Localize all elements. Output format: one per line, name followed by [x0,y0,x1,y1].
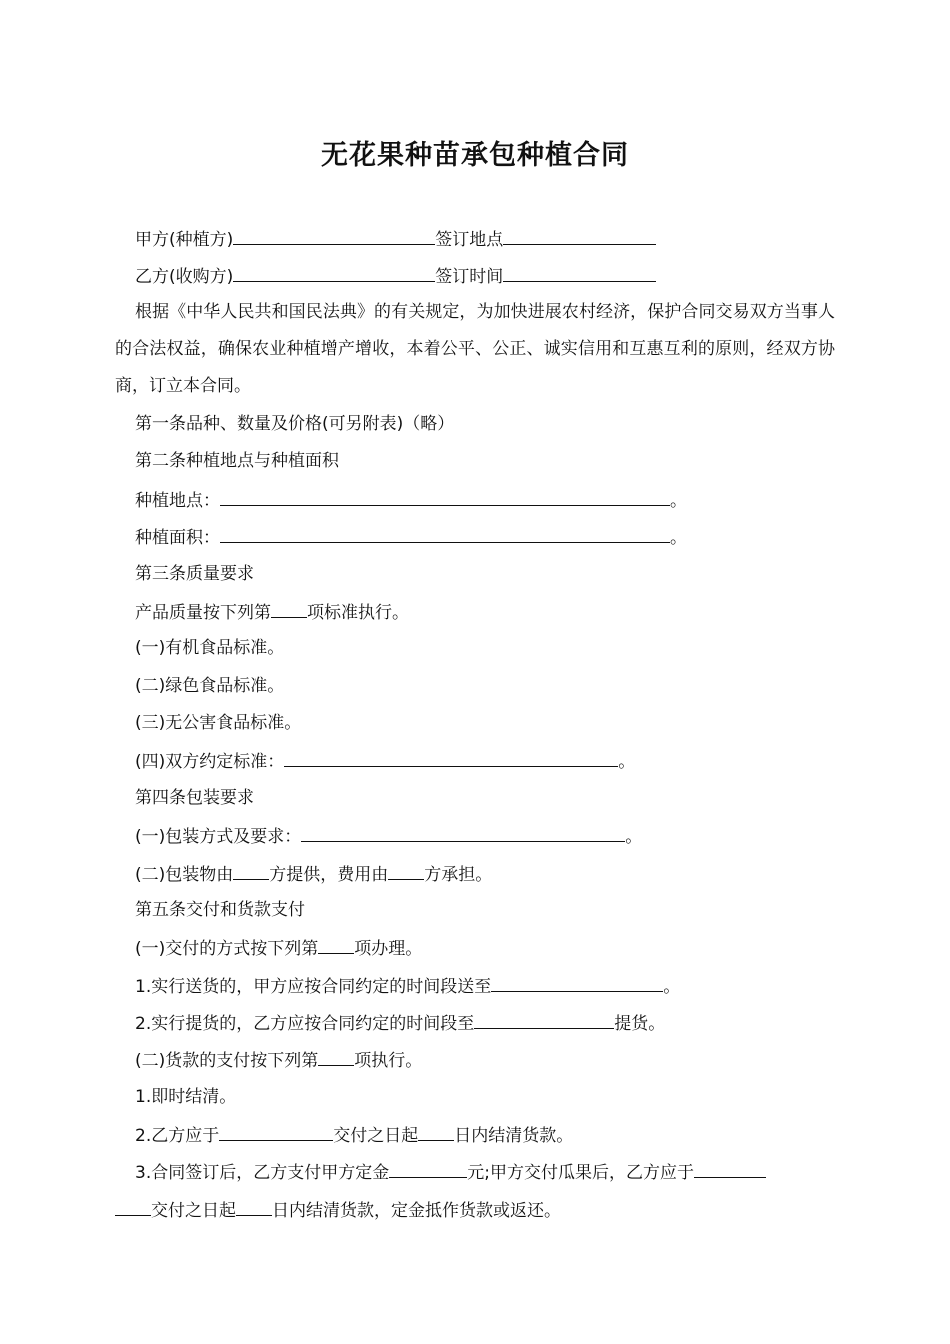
packaging-cost-post: 方承担。 [424,865,493,885]
final-payment-date-blank-part-1[interactable] [694,1160,766,1178]
article-3-heading: 第三条质量要求 [135,564,254,584]
packaging-cost-pre: 方提供，费用由 [269,865,389,885]
quality-option-4-label: (四)双方约定标准： [135,752,285,772]
packaging-provider-blank[interactable] [233,862,269,880]
final-payment-days-blank[interactable] [236,1198,272,1216]
payment-option-2-mid: 交付之日起 [333,1126,419,1146]
plant-place-label: 种植地点： [135,491,220,511]
payment-option-2-post: 日内结清货款。 [454,1126,574,1146]
intro-paragraph: 根据《中华人民共和国民法典》的有关规定，为加快进展农村经济，保护合同交易双方当事人的合法权益，确保农业种植增产增收，本着公平、公正、诚实信用和互惠互利的原则，经双方协商，订立本合同。 [115,302,835,396]
payment-option-3-line-2 [115,1198,561,1222]
plant-area-blank[interactable] [220,525,670,543]
payment-days-blank[interactable] [418,1123,454,1141]
party-a-line [135,227,656,251]
delivery-method-line [135,936,422,960]
period: 。 [618,752,636,772]
payment-option-3-delivery: 交付之日起 [151,1201,236,1221]
delivery-option-1-label: 1.实行送货的，甲方应按合同约定的时间段送至 [135,977,492,997]
sign-place-blank[interactable] [503,227,656,245]
payment-option-3-post: 日内结清货款，定金抵作货款或返还。 [272,1201,561,1221]
sign-time-blank[interactable] [503,264,656,282]
article-1-heading: 第一条品种、数量及价格(可另附表)（略） [135,414,455,434]
payment-date-blank[interactable] [219,1123,333,1141]
packaging-line-1 [135,824,642,848]
payment-option-3-mid: 元;甲方交付瓜果后，乙方应于 [467,1163,694,1183]
period: 。 [670,491,687,511]
packaging-method-label: (一)包装方式及要求： [135,827,302,847]
sign-place-label: 签订地点 [435,230,504,250]
quality-line [135,600,409,624]
packaging-method-blank[interactable] [301,824,625,842]
packaging-provider-pre: (二)包装物由 [135,865,234,885]
payment-post: 项执行。 [354,1051,423,1071]
quality-option-1: (一)有机食品标准。 [135,638,285,658]
delivery-destination-blank[interactable] [491,974,663,992]
pickup-location-blank[interactable] [474,1011,614,1029]
party-b-label: 乙方(收购方) [135,267,234,287]
packaging-cost-blank[interactable] [388,862,424,880]
plant-area-line [135,525,687,549]
delivery-option-2-post: 提货。 [614,1014,666,1034]
payment-option-3-line-1 [135,1160,766,1184]
payment-method-line [135,1048,422,1072]
sign-time-label: 签订时间 [435,267,504,287]
quality-item-blank[interactable] [271,600,307,618]
payment-option-2 [135,1123,573,1147]
plant-place-blank[interactable] [220,488,670,506]
period: 。 [663,977,681,997]
party-a-blank[interactable] [233,227,435,245]
payment-option-1: 1.即时结清。 [135,1087,237,1107]
party-a-label: 甲方(种植方) [135,230,234,250]
payment-option-2-pre: 2.乙方应于 [135,1126,220,1146]
plant-area-label: 种植面积： [135,528,220,548]
payment-pre: (二)货款的支付按下列第 [135,1051,319,1071]
quality-option-2: (二)绿色食品标准。 [135,676,285,696]
period: 。 [670,528,687,548]
final-payment-date-blank-part-2[interactable] [115,1198,151,1216]
deposit-amount-blank[interactable] [389,1160,467,1178]
party-b-line [135,264,656,288]
quality-post: 项标准执行。 [307,603,409,623]
delivery-pre: (一)交付的方式按下列第 [135,939,319,959]
agreed-standard-blank[interactable] [284,749,618,767]
article-4-heading: 第四条包装要求 [135,788,254,808]
quality-pre: 产品质量按下列第 [135,603,271,623]
quality-option-3: (三)无公害食品标准。 [135,713,302,733]
delivery-option-2 [135,1011,665,1035]
delivery-post: 项办理。 [354,939,423,959]
payment-item-blank[interactable] [318,1048,354,1066]
delivery-option-1 [135,974,680,998]
period: 。 [625,827,643,847]
party-b-blank[interactable] [233,264,435,282]
document-title: 无花果种苗承包种植合同 [321,140,629,171]
payment-option-3-pre: 3.合同签订后，乙方支付甲方定金 [135,1163,390,1183]
packaging-line-2 [135,862,492,886]
quality-option-4 [135,749,635,773]
article-2-heading: 第二条种植地点与种植面积 [135,451,339,471]
delivery-item-blank[interactable] [318,936,354,954]
article-5-heading: 第五条交付和货款支付 [135,900,305,920]
plant-place-line [135,488,687,512]
delivery-option-2-label: 2.实行提货的，乙方应按合同约定的时间段至 [135,1014,475,1034]
